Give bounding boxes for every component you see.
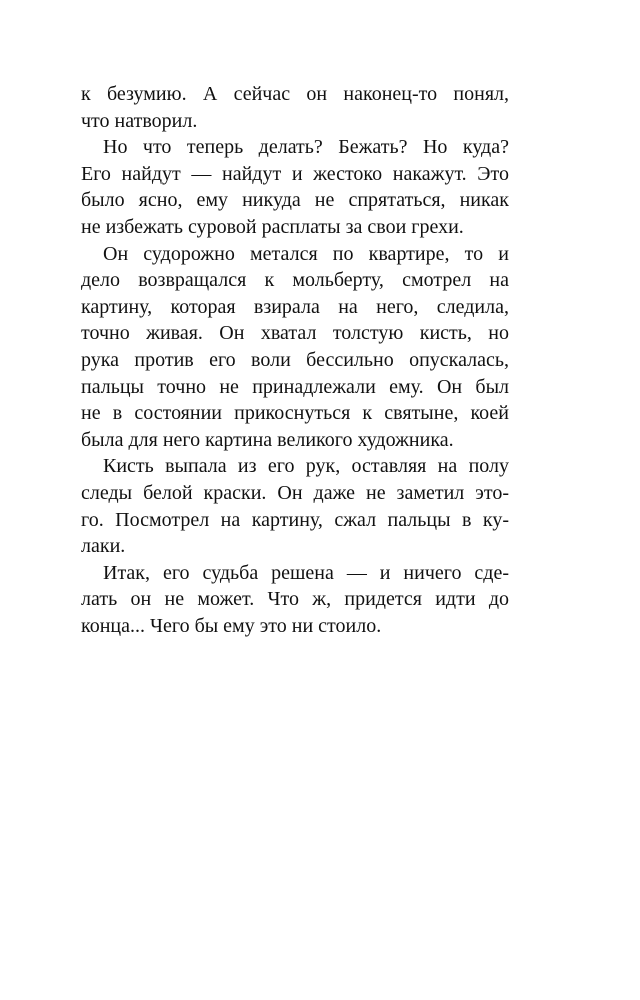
text-line: пальцы точно не принадлежали ему. Он был [81,375,509,398]
text-line: Он судорожно метался по квартире, то и [103,242,509,265]
paragraph [81,560,509,640]
text-line: Итак, его судьба решена — и ничего сде- [103,561,509,584]
book-page-text [81,81,509,639]
text-line: следы белой краски. Он даже не заметил это- [81,481,509,504]
paragraph [81,453,509,559]
text-line: Но что теперь делать? Бежать? Но куда? [103,136,509,159]
text-line: Его найдут — найдут и жестоко накажут. Это [81,162,509,185]
text-line: лаки. [81,535,126,558]
text-line: лать он не может. Что ж, придется идти до [81,588,509,611]
text-line: не в состоянии прикоснуться к святыне, коей [81,402,509,425]
text-line: что натворил. [81,109,198,132]
text-line: рука против его воли бессильно опускалась, [81,348,509,371]
paragraph [81,81,509,134]
text-line: было ясно, ему никуда не спрятаться, никак [81,189,509,212]
text-line: не избежать суровой расплаты за свои грехи. [81,215,464,238]
text-line: картину, которая взирала на него, следила, [81,295,509,318]
text-line: Кисть выпала из его рук, оставляя на полу [103,455,509,478]
text-line: конца... Чего бы ему это ни стоило. [81,614,382,637]
text-line: дело возвращался к мольберту, смотрел на [81,269,509,292]
text-line: была для него картина великого художника. [81,428,454,451]
text-line: го. Посмотрел на картину, сжал пальцы в ку- [81,508,509,531]
text-line: к безумию. А сейчас он наконец-то понял, [81,83,509,105]
paragraph [81,134,509,240]
paragraph [81,241,509,454]
text-line: точно живая. Он хватал толстую кисть, но [81,322,509,345]
